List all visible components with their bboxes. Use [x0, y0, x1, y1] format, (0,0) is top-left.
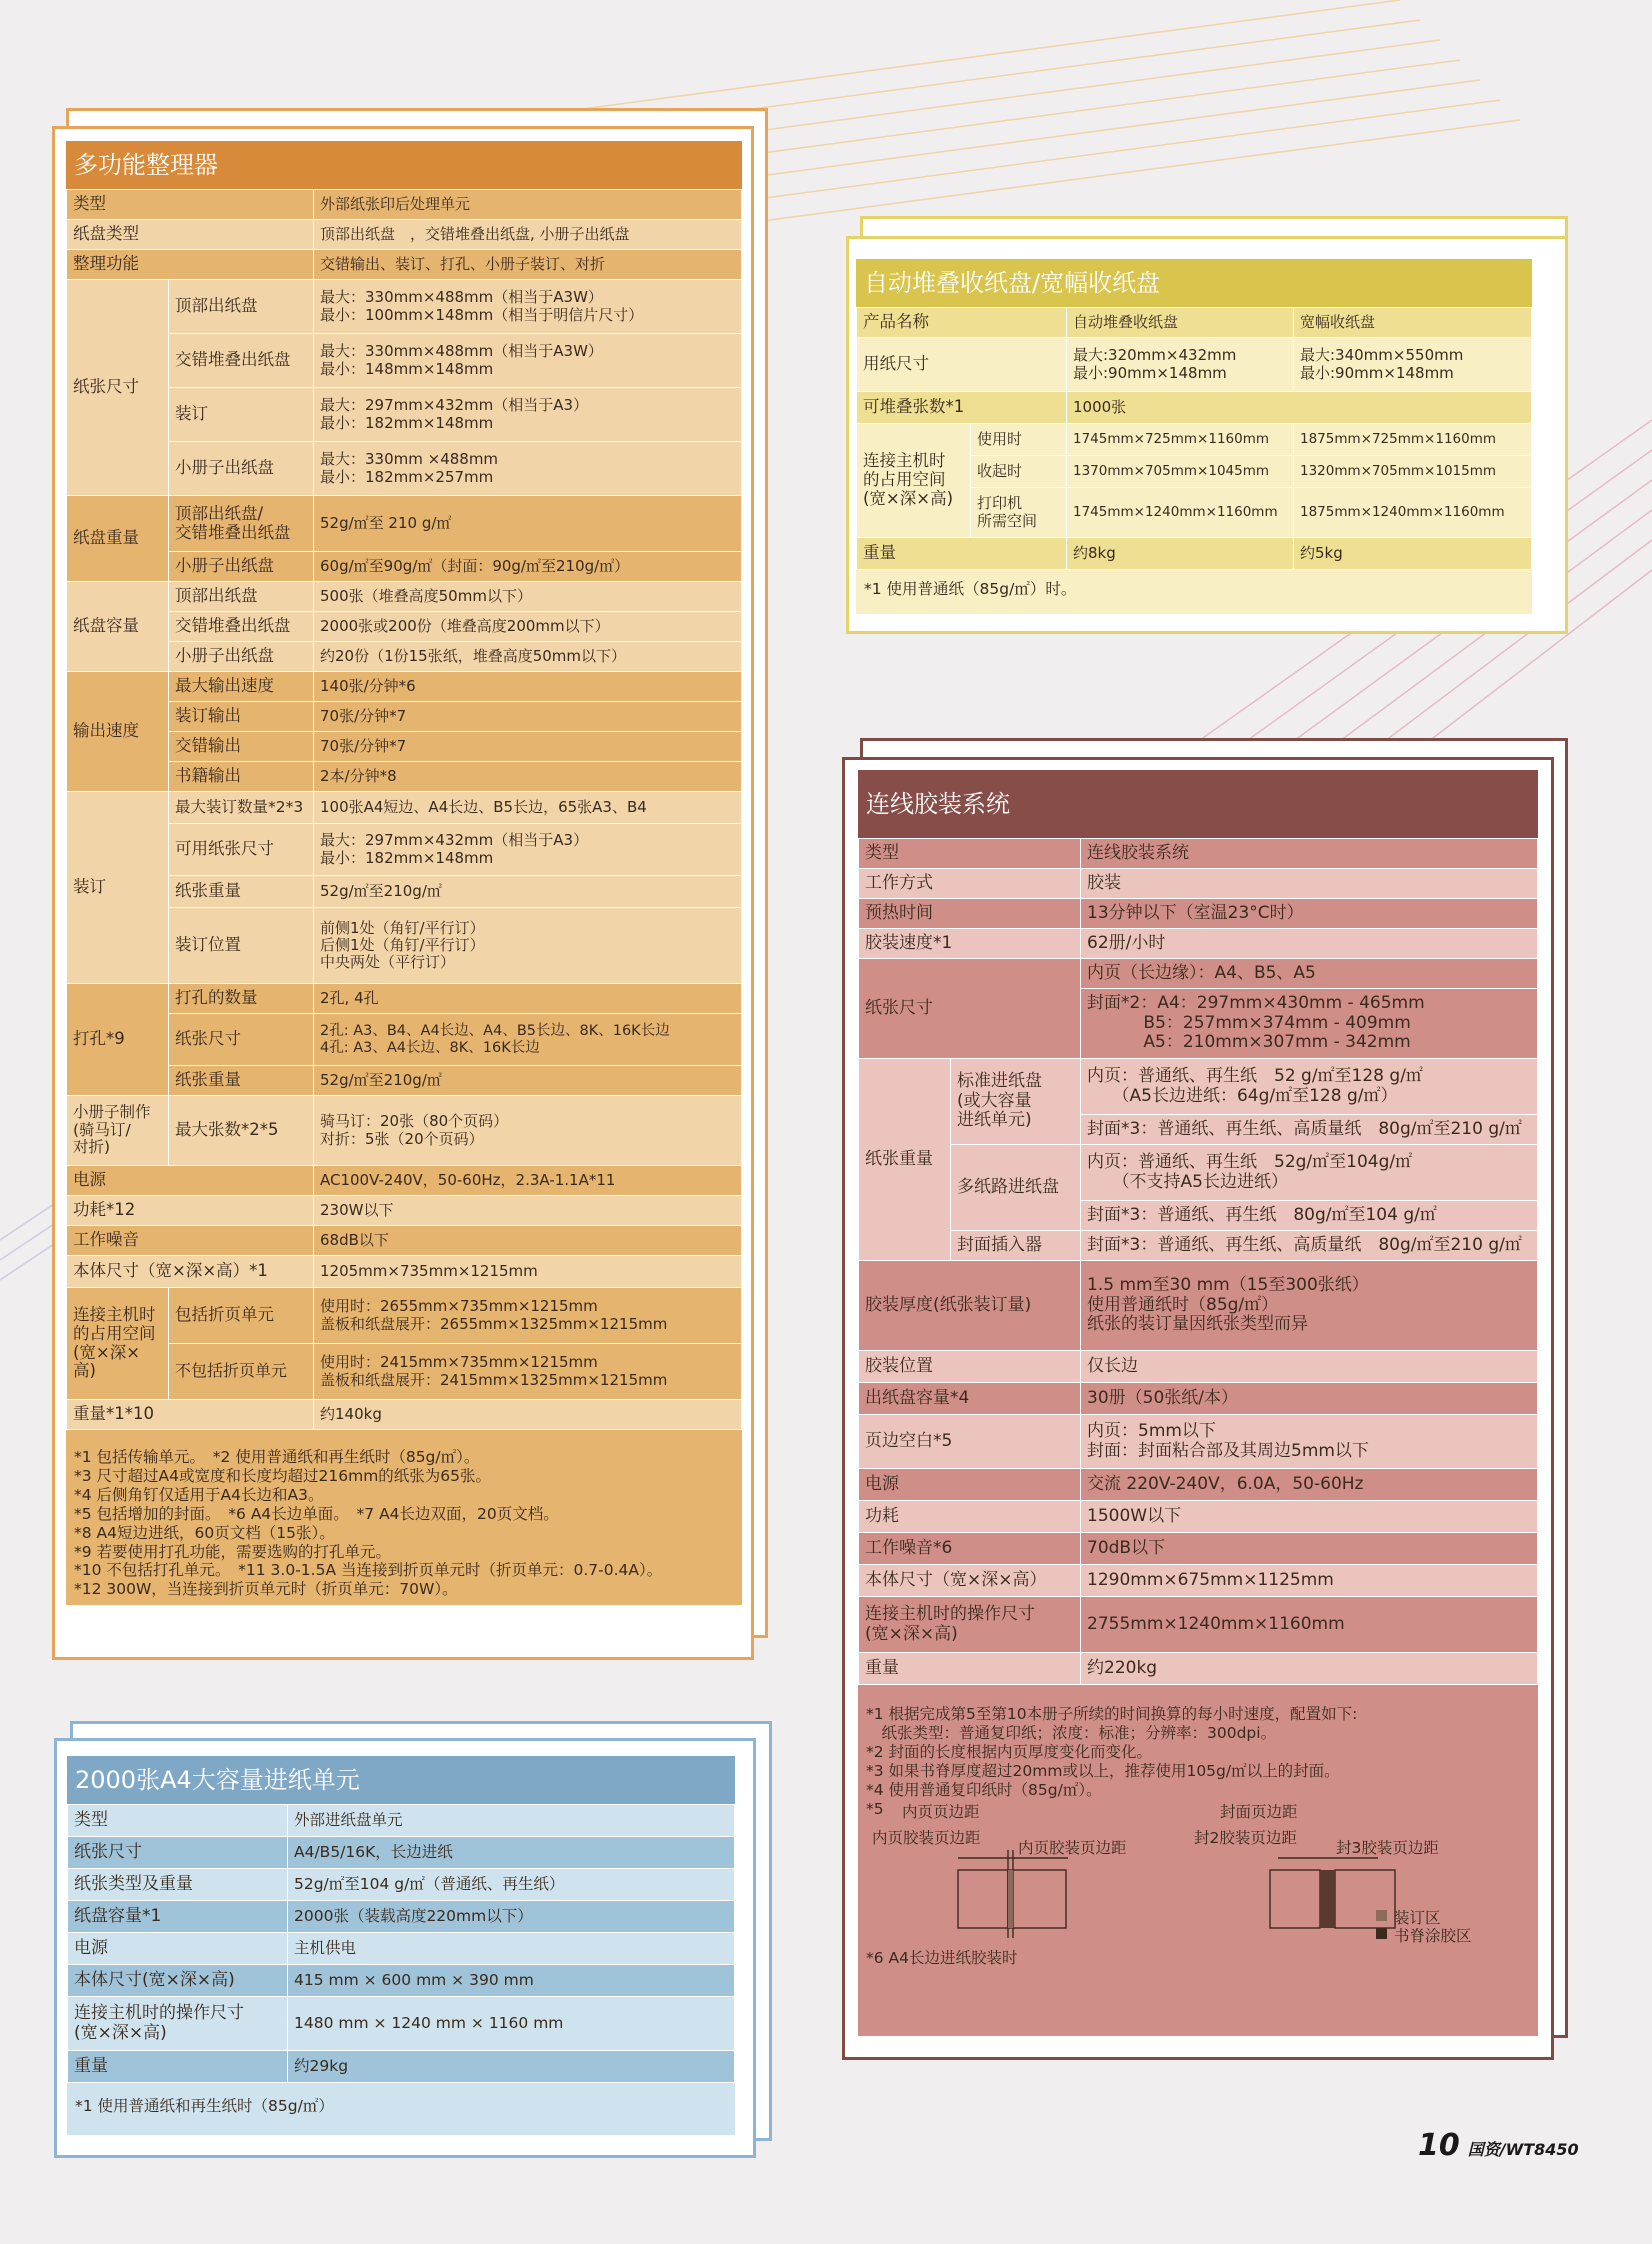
- stacker-footprint-label: 连接主机时 的占用空间 (宽×深×高): [857, 424, 971, 538]
- stacker-product-label: 产品名称: [857, 308, 1067, 338]
- binder-power-label: 电源: [859, 1469, 1081, 1501]
- stacker-footprint-auto: 1745mm×725mm×1160mm: [1067, 424, 1294, 456]
- finisher-punch-sub: 纸张重量: [169, 1066, 314, 1096]
- binder-paper-size-value: 内页（长边缘）：A4、B5、A5: [1081, 959, 1538, 989]
- finisher-tray-capacity-sub: 交错堆叠出纸盘: [169, 612, 314, 642]
- finisher-staple-value: 100张A4短边、A4长边、B5长边，65张A3、B4: [314, 792, 742, 824]
- finisher-panel: [66, 141, 742, 1605]
- finisher-tray-type-label: 纸盘类型: [67, 220, 314, 250]
- finisher-tray-weight-label: 纸盘重量: [67, 496, 169, 582]
- finisher-function-label: 整理功能: [67, 250, 314, 280]
- finisher-spec-table: [66, 189, 742, 1430]
- stacker-spec-table: [856, 307, 1532, 570]
- binder-paper-weight-label: 纸张重量: [859, 1059, 951, 1261]
- stacker-product-auto: 自动堆叠收纸盘: [1067, 308, 1294, 338]
- binder-method-label: 工作方式: [859, 869, 1081, 899]
- binder-size-value: 1290mm×675mm×1125mm: [1081, 1565, 1538, 1597]
- feeder-capacity-label: 纸盘容量*1: [68, 1901, 288, 1933]
- binder-warmup-label: 预热时间: [859, 899, 1081, 929]
- stacker-title: 自动堆叠收纸盘/宽幅收纸盘: [856, 259, 1532, 307]
- finisher-tray-capacity-sub: 顶部出纸盘: [169, 582, 314, 612]
- binder-tray-cap-value: 30册（50张纸/本）: [1081, 1383, 1538, 1415]
- finisher-booklet-label: 小册子制作 (骑马订/ 对折): [67, 1096, 169, 1166]
- finisher-weight-value: 约140kg: [314, 1400, 742, 1430]
- binder-speed-value: 62册/小时: [1081, 929, 1538, 959]
- binder-position-value: 仅长边: [1081, 1351, 1538, 1383]
- finisher-size-value: 1205mm×735mm×1215mm: [314, 1256, 742, 1288]
- finisher-output-speed-value: 140张/分钟*6: [314, 672, 742, 702]
- finisher-consumption-label: 功耗*12: [67, 1196, 314, 1226]
- finisher-paper-size-sub: 顶部出纸盘: [169, 280, 314, 334]
- finisher-staple-value: 最大：297mm×432mm（相当于A3） 最小：182mm×148mm: [314, 824, 742, 876]
- diagram-inner-right-label: 内页胶装页边距: [1018, 1838, 1127, 1857]
- binder-paper-weight-value: 内页：普通纸、再生纸 52g/㎡至104g/㎡ （不支持A5长边进纸）: [1081, 1145, 1538, 1201]
- finisher-footprint-sub: 包括折页单元: [169, 1288, 314, 1344]
- binder-paper-weight-sub: 多纸路进纸盘: [951, 1145, 1081, 1231]
- binder-paper-weight-value: 封面*3：普通纸、再生纸、高质量纸 80g/㎡至210 g/㎡: [1081, 1115, 1538, 1145]
- stacker-weight-auto: 约8kg: [1067, 538, 1294, 570]
- finisher-staple-label: 装订: [67, 792, 169, 984]
- binder-position-label: 胶装位置: [859, 1351, 1081, 1383]
- finisher-weight-label: 重量*1*10: [67, 1400, 314, 1430]
- diagram-inner-left-label: 内页胶装页边距: [872, 1828, 981, 1847]
- diagram-cover-right-label: 封3胶装页边距: [1336, 1838, 1439, 1857]
- binder-noise-label: 工作噪音*6: [859, 1533, 1081, 1565]
- finisher-notes: *1 包括传输单元。 *2 使用普通纸和再生纸时（85g/㎡）。 *3 尺寸超过A4或宽度和长度均超过216mm的纸张为65张。 *4 后侧角钉仅适用于A4长边和A3。 *5 包括增加的封面。 *6 A4长边单面。 *7 A4长边双面，20页文档。 *8 A4短边进纸，60页文档（15张）。 *9 若要使用打孔功能，需要选购的打孔单元。 *10 不包括打孔单元。 *11 3.0-1.5A 当连接到折页单元时（折页单元：0.7-0.4A）。 *12 300W，当连接到折页单元时（折页单元：70W）。: [66, 1430, 742, 1605]
- binder-type-label: 类型: [859, 839, 1081, 869]
- feeder-op-size-label: 连接主机时的操作尺寸 (宽×深×高): [68, 1997, 288, 2051]
- finisher-footprint-label: 连接主机时 的占用空间 (宽×深×高): [67, 1288, 169, 1400]
- stacker-footprint-wide: 1875mm×725mm×1160mm: [1294, 424, 1532, 456]
- binder-power-value: 交流 220V-240V，6.0A，50-60Hz: [1081, 1469, 1538, 1501]
- binder-margin-label: 页边空白*5: [859, 1415, 1081, 1469]
- stacker-footprint-auto: 1745mm×1240mm×1160mm: [1067, 488, 1294, 538]
- binder-paper-weight-sub: 标准进纸盘 (或大容量 进纸单元): [951, 1059, 1081, 1145]
- binder-paper-size-label: 纸张尺寸: [859, 959, 1081, 1059]
- binder-paper-weight-sub: 封面插入器: [951, 1231, 1081, 1261]
- binder-tray-cap-label: 出纸盘容量*4: [859, 1383, 1081, 1415]
- finisher-tray-capacity-value: 2000张或200份（堆叠高度200mm以下）: [314, 612, 742, 642]
- binder-size-label: 本体尺寸（宽×深×高）: [859, 1565, 1081, 1597]
- finisher-staple-sub: 最大装订数量*2*3: [169, 792, 314, 824]
- finisher-tray-capacity-label: 纸盘容量: [67, 582, 169, 672]
- legend-binding-swatch: [1376, 1910, 1387, 1921]
- feeder-type-value: 外部进纸盘单元: [288, 1805, 735, 1837]
- binder-speed-label: 胶装速度*1: [859, 929, 1081, 959]
- diagram-cover-title: 封面页边距: [1220, 1802, 1298, 1821]
- stacker-notes: *1 使用普通纸（85g/㎡）时。: [864, 580, 1077, 598]
- stacker-capacity-label: 可堆叠张数*1: [857, 392, 1067, 424]
- finisher-power-value: AC100V-240V，50-60Hz，2.3A-1.1A*11: [314, 1166, 742, 1196]
- finisher-output-speed-label: 输出速度: [67, 672, 169, 792]
- stacker-paper-size-wide: 最大:340mm×550mm 最小:90mm×148mm: [1294, 338, 1532, 392]
- feeder-type-label: 类型: [68, 1805, 288, 1837]
- finisher-output-speed-sub: 书籍输出: [169, 762, 314, 792]
- feeder-paper-size-value: A4/B5/16K，长边进纸: [288, 1837, 735, 1869]
- feeder-op-size-value: 1480 mm × 1240 mm × 1160 mm: [288, 1997, 735, 2051]
- finisher-staple-sub: 纸张重量: [169, 876, 314, 908]
- finisher-output-speed-sub: 装订输出: [169, 702, 314, 732]
- feeder-size-value: 415 mm × 600 mm × 390 mm: [288, 1965, 735, 1997]
- binder-type-value: 连线胶装系统: [1081, 839, 1538, 869]
- finisher-tray-weight-value: 60g/㎡至90g/㎡（封面：90g/㎡至210g/㎡）: [314, 552, 742, 582]
- finisher-footprint-sub: 不包括折页单元: [169, 1344, 314, 1400]
- feeder-weight-label: 重量: [68, 2051, 288, 2083]
- feeder-capacity-value: 2000张（装载高度220mm以下）: [288, 1901, 735, 1933]
- feeder-power-value: 主机供电: [288, 1933, 735, 1965]
- stacker-footprint-auto: 1370mm×705mm×1045mm: [1067, 456, 1294, 488]
- finisher-footprint-value: 使用时：2655mm×735mm×1215mm 盖板和纸盘展开：2655mm×1325mm×1215mm: [314, 1288, 742, 1344]
- binder-thickness-label: 胶装厚度(纸张装订量): [859, 1261, 1081, 1351]
- finisher-output-speed-value: 70张/分钟*7: [314, 732, 742, 762]
- finisher-tray-capacity-sub: 小册子出纸盘: [169, 642, 314, 672]
- finisher-punch-value: 52g/㎡至210g/㎡: [314, 1066, 742, 1096]
- finisher-punch-value: 2孔, 4孔: [314, 984, 742, 1014]
- stacker-product-wide: 宽幅收纸盘: [1294, 308, 1532, 338]
- binder-margin-value: 内页：5mm以下 封面：封面粘合部及其周边5mm以下: [1081, 1415, 1538, 1469]
- finisher-tray-capacity-value: 500张（堆叠高度50mm以下）: [314, 582, 742, 612]
- binder-consumption-value: 1500W以下: [1081, 1501, 1538, 1533]
- diagram-inner-title: 内页页边距: [902, 1802, 980, 1821]
- finisher-booklet-sub: 最大张数*2*5: [169, 1096, 314, 1166]
- finisher-staple-sub: 装订位置: [169, 908, 314, 984]
- binder-weight-label: 重量: [859, 1653, 1081, 1685]
- finisher-footprint-value: 使用时：2415mm×735mm×1215mm 盖板和纸盘展开：2415mm×1325mm×1215mm: [314, 1344, 742, 1400]
- brand-label: 国资/WT8450: [1467, 2140, 1579, 2159]
- binder-paper-size-value: 封面*2：A4：297mm×430mm - 465mm B5：257mm×374mm - 409mm A5：210mm×307mm - 342mm: [1081, 989, 1538, 1059]
- binder-panel: [858, 770, 1538, 2036]
- feeder-size-label: 本体尺寸(宽×深×高): [68, 1965, 288, 1997]
- finisher-function-value: 交错输出、装订、打孔、小册子装订、对折: [314, 250, 742, 280]
- finisher-output-speed-sub: 最大输出速度: [169, 672, 314, 702]
- stacker-paper-size-label: 用纸尺寸: [857, 338, 1067, 392]
- finisher-tray-weight-value: 52g/㎡至 210 g/㎡: [314, 496, 742, 552]
- finisher-noise-label: 工作噪音: [67, 1226, 314, 1256]
- stacker-footprint-wide: 1320mm×705mm×1015mm: [1294, 456, 1532, 488]
- finisher-punch-value: 2孔: A3、B4、A4长边、A4、B5长边、8K、16K长边 4孔: A3、A4长边、8K、16K长边: [314, 1014, 742, 1066]
- stacker-weight-label: 重量: [857, 538, 1067, 570]
- finisher-booklet-value: 骑马订：20张（80个页码） 对折：5张（20个页码）: [314, 1096, 742, 1166]
- finisher-power-label: 电源: [67, 1166, 314, 1196]
- finisher-consumption-value: 230W以下: [314, 1196, 742, 1226]
- margin-diagram: [858, 1800, 1538, 1968]
- feeder-title: 2000张A4大容量进纸单元: [67, 1756, 735, 1804]
- finisher-paper-size-value: 最大：330mm×488mm（相当于A3W） 最小：148mm×148mm: [314, 334, 742, 388]
- binder-notes: *1 根据完成第5至第10本册子所续的时间换算的每小时速度，配置如下: 纸张类型：普通复印纸；浓度：标准；分辨率：300dpi。 *2 封面的长度根据内页厚度变化而变化。 *3 如果书脊厚度超过20mm或以上，推荐使用105g/㎡以上的封面。 *4 使用普通复印纸时（85g/㎡）。: [866, 1705, 1358, 1799]
- binder-paper-weight-value: 封面*3：普通纸、再生纸、高质量纸 80g/㎡至210 g/㎡: [1081, 1231, 1538, 1261]
- finisher-punch-label: 打孔*9: [67, 984, 169, 1096]
- binder-note6: *6 A4长边进纸胶装时: [866, 1948, 1018, 1967]
- diagram-binding-area: [1008, 1870, 1013, 1928]
- binder-spec-table: [858, 838, 1538, 1685]
- finisher-paper-size-sub: 小册子出纸盘: [169, 442, 314, 496]
- finisher-tray-weight-sub: 小册子出纸盘: [169, 552, 314, 582]
- stacker-weight-wide: 约5kg: [1294, 538, 1532, 570]
- binder-paper-weight-value: 内页：普通纸、再生纸 52 g/㎡至128 g/㎡ （A5长边进纸：64g/㎡至128 g/㎡）: [1081, 1059, 1538, 1115]
- binder-method-value: 胶装: [1081, 869, 1538, 899]
- feeder-panel: [67, 1756, 735, 2135]
- finisher-paper-size-value: 最大：330mm ×488mm 最小：182mm×257mm: [314, 442, 742, 496]
- finisher-output-speed-sub: 交错输出: [169, 732, 314, 762]
- feeder-paper-size-label: 纸张尺寸: [68, 1837, 288, 1869]
- feeder-spec-table: [67, 1804, 735, 2083]
- finisher-title: 多功能整理器: [66, 141, 742, 189]
- finisher-tray-capacity-value: 约20份（1份15张纸，堆叠高度50mm以下）: [314, 642, 742, 672]
- finisher-tray-type-value: 顶部出纸盘 ，交错堆叠出纸盘, 小册子出纸盘: [314, 220, 742, 250]
- finisher-output-speed-value: 2本/分钟*8: [314, 762, 742, 792]
- feeder-paper-type-label: 纸张类型及重量: [68, 1869, 288, 1901]
- binder-thickness-value: 1.5 mm至30 mm（15至300张纸） 使用普通纸时（85g/㎡） 纸张的装订量因纸张类型而异: [1081, 1261, 1538, 1351]
- diagram-note-number: *5: [866, 1799, 884, 1818]
- legend-glue-label: 书脊涂胶区: [1394, 1926, 1472, 1945]
- page-number: 10: [1418, 2128, 1460, 2163]
- finisher-paper-size-value: 最大：330mm×488mm（相当于A3W） 最小：100mm×148mm（相当于明信片尺寸）: [314, 280, 742, 334]
- legend-glue-swatch: [1376, 1928, 1387, 1939]
- binder-consumption-label: 功耗: [859, 1501, 1081, 1533]
- feeder-power-label: 电源: [68, 1933, 288, 1965]
- finisher-tray-weight-sub: 顶部出纸盘/ 交错堆叠出纸盘: [169, 496, 314, 552]
- stacker-footprint-sub: 收起时: [971, 456, 1067, 488]
- stacker-footprint-sub: 使用时: [971, 424, 1067, 456]
- stacker-footprint-wide: 1875mm×1240mm×1160mm: [1294, 488, 1532, 538]
- finisher-noise-value: 68dB以下: [314, 1226, 742, 1256]
- feeder-weight-value: 约29kg: [288, 2051, 735, 2083]
- page-footer: [1418, 2128, 1579, 2163]
- finisher-paper-size-sub: 装订: [169, 388, 314, 442]
- stacker-capacity-value: 1000张: [1067, 392, 1532, 424]
- finisher-punch-sub: 纸张尺寸: [169, 1014, 314, 1066]
- stacker-paper-size-auto: 最大:320mm×432mm 最小:90mm×148mm: [1067, 338, 1294, 392]
- legend-binding-label: 装订区: [1394, 1908, 1441, 1927]
- feeder-paper-type-value: 52g/㎡至104 g/㎡（普通纸、再生纸）: [288, 1869, 735, 1901]
- finisher-staple-sub: 可用纸张尺寸: [169, 824, 314, 876]
- binder-weight-value: 约220kg: [1081, 1653, 1538, 1685]
- binder-op-size-value: 2755mm×1240mm×1160mm: [1081, 1597, 1538, 1653]
- binder-op-size-label: 连接主机时的操作尺寸 (宽×深×高): [859, 1597, 1081, 1653]
- binder-noise-value: 70dB以下: [1081, 1533, 1538, 1565]
- finisher-output-speed-value: 70张/分钟*7: [314, 702, 742, 732]
- stacker-footprint-sub: 打印机 所需空间: [971, 488, 1067, 538]
- stacker-panel: [856, 259, 1532, 614]
- binder-title: 连线胶装系统: [858, 770, 1538, 838]
- finisher-staple-value: 前侧1处（角钉/平行订） 后侧1处（角钉/平行订） 中央两处（平行订）: [314, 908, 742, 984]
- binder-paper-weight-value: 封面*3：普通纸、再生纸 80g/㎡至104 g/㎡: [1081, 1201, 1538, 1231]
- diagram-cover-left-label: 封2胶装页边距: [1194, 1828, 1297, 1847]
- finisher-paper-size-value: 最大：297mm×432mm（相当于A3） 最小：182mm×148mm: [314, 388, 742, 442]
- feeder-notes: *1 使用普通纸和再生纸时（85g/㎡）: [67, 2083, 735, 2135]
- finisher-type-value: 外部纸张印后处理单元: [314, 190, 742, 220]
- finisher-punch-sub: 打孔的数量: [169, 984, 314, 1014]
- finisher-size-label: 本体尺寸（宽×深×高）*1: [67, 1256, 314, 1288]
- finisher-staple-value: 52g/㎡至210g/㎡: [314, 876, 742, 908]
- finisher-paper-size-label: 纸张尺寸: [67, 280, 169, 496]
- finisher-paper-size-sub: 交错堆叠出纸盘: [169, 334, 314, 388]
- finisher-type-label: 类型: [67, 190, 314, 220]
- binder-warmup-value: 13分钟以下（室温23°C时）: [1081, 899, 1538, 929]
